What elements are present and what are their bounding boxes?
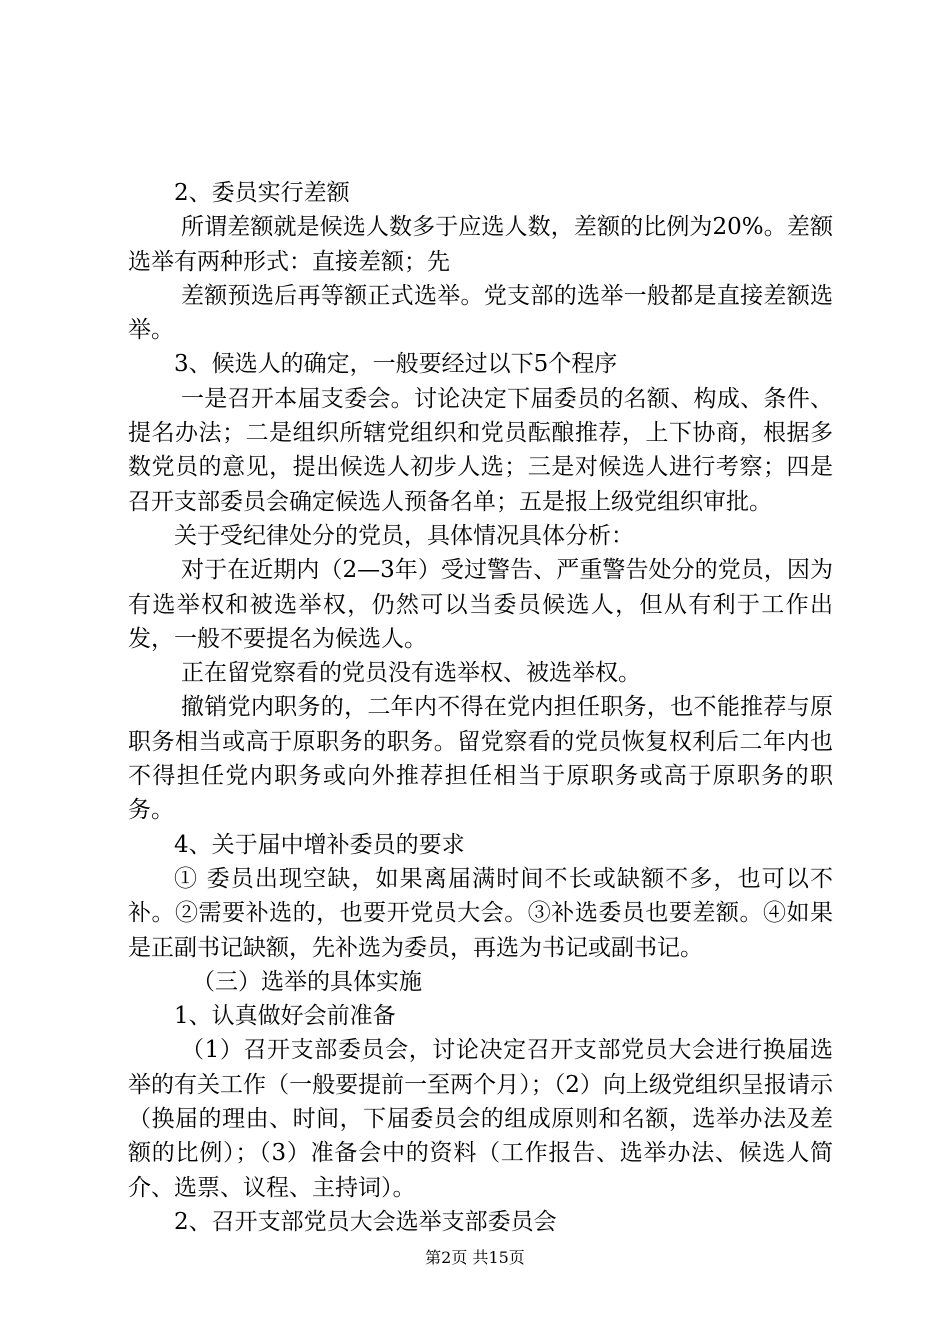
section-heading: （三）选举的具体实施	[192, 968, 422, 995]
body-paragraph: 撤销党内职务的，二年内不得在党内担任职务，也不能推荐与原职务相当或高于原职务的职务。留党察看的党员恢复权利后二年内也不得担任党内职务或向外推荐担任相当于原职务或高于原职务的职务。	[128, 694, 833, 824]
body-paragraph: （1）召开支部委员会，讨论决定召开支部党员大会进行换届选举的有关工作（一般要提前一至两个月）；（2）向上级党组织呈报请示（换届的理由、时间，下届委员会的组成原则和名额，选举办法及差额的比例）；（3）准备会中的资料（工作报告、选举办法、候选人简介、选票、议程、主持词）。	[128, 1037, 833, 1201]
body-paragraph: 差额预选后再等额正式选举。党支部的选举一般都是直接差额选举。	[128, 282, 833, 344]
body-paragraph: 一是召开本届支委会。讨论决定下届委员的名额、构成、条件、提名办法；二是组织所辖党组织和党员酝酿推荐，上下协商，根据多数党员的意见，提出候选人初步人选；三是对候选人进行考察；四是召开支部委员会确定候选人预备名单；五是报上级党组织审批。	[128, 385, 833, 515]
section-heading: 2、召开支部党员大会选举支部委员会	[174, 1208, 557, 1235]
body-paragraph: ① 委员出现空缺，如果离届满时间不长或缺额不多，也可以不补。②需要补选的，也要开党员大会。③补选委员也要差额。④如果是正副书记缺额，先补选为委员，再选为书记或副书记。	[128, 865, 833, 961]
body-paragraph: 对于在近期内（2—3年）受过警告、严重警告处分的党员，因为有选举权和被选举权，仍然可以当委员候选人，但从有利于工作出发，一般不要提名为候选人。	[128, 557, 833, 652]
page-footer: 第2页 共15页	[425, 1248, 525, 1267]
section-heading: 2、委员实行差额	[174, 180, 350, 206]
body-paragraph: 所谓差额就是候选人数多于应选人数，差额的比例为20%。差额选举有两种形式：直接差额；先	[128, 214, 833, 275]
body-paragraph: 正在留党察看的党员没有选举权、被选举权。	[181, 660, 641, 687]
section-heading: 1、认真做好会前准备	[174, 1003, 396, 1030]
document-body	[128, 176, 833, 1239]
section-heading: 3、候选人的确定，一般要经过以下5个程序	[174, 351, 618, 378]
body-paragraph: 关于受纪律处分的党员，具体情况具体分析：	[174, 522, 634, 549]
section-heading: 4、关于届中增补委员的要求	[174, 831, 465, 858]
